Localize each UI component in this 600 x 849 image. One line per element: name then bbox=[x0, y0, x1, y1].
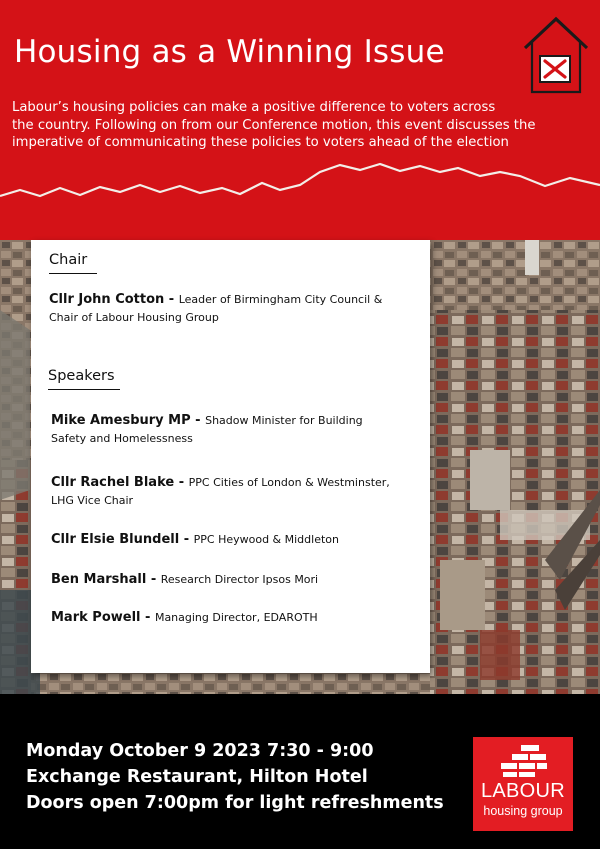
name-separator: - bbox=[140, 610, 155, 625]
logo-subtitle: housing group bbox=[483, 804, 563, 818]
speaker-name: Cllr Rachel Blake bbox=[51, 475, 175, 490]
name-separator: - bbox=[179, 532, 194, 547]
header-banner bbox=[0, 0, 600, 240]
name-separator: - bbox=[174, 475, 189, 490]
chair-heading: Chair bbox=[49, 252, 88, 268]
speaker-name: Mike Amesbury MP bbox=[51, 413, 191, 428]
name-separator: - bbox=[146, 572, 161, 587]
intro-line: the country. Following on from our Conference motion, this event discusses the bbox=[12, 117, 536, 133]
speaker-role-line: PPC Cities of London & Westminster, bbox=[188, 476, 390, 489]
speaker-role-line: Managing Director, EDAROTH bbox=[154, 611, 318, 624]
house-with-ballot-cross-icon bbox=[522, 14, 590, 94]
event-venue: Exchange Restaurant, Hilton Hotel bbox=[26, 767, 368, 787]
name-separator: - bbox=[190, 413, 206, 428]
speaker-role-line: Research Director Ipsos Mori bbox=[160, 573, 319, 586]
event-date-time: Monday October 9 2023 7:30 - 9:00 bbox=[26, 741, 374, 761]
speaker-entry bbox=[51, 474, 401, 510]
chair-entry bbox=[49, 291, 399, 327]
event-intro bbox=[12, 99, 572, 152]
speaker-entry bbox=[51, 609, 401, 627]
logo-wordmark: LABOUR bbox=[480, 780, 566, 802]
speaker-role-line: PPC Heywood & Middleton bbox=[193, 533, 339, 546]
speaker-entry bbox=[51, 571, 401, 589]
event-title: Housing as a Winning Issue bbox=[14, 34, 445, 70]
speaker-role-line: Safety and Homelessness bbox=[51, 432, 193, 445]
speakers-heading-underline bbox=[48, 389, 120, 390]
chair-heading-underline bbox=[49, 273, 97, 274]
chair-name: Cllr John Cotton bbox=[49, 292, 165, 307]
speaker-role-line: Shadow Minister for Building bbox=[205, 414, 363, 427]
speakers-panel bbox=[31, 240, 430, 673]
labour-housing-group-logo bbox=[473, 737, 573, 831]
chair-role-line: Leader of Birmingham City Council & bbox=[178, 293, 383, 306]
speaker-name: Ben Marshall bbox=[51, 572, 147, 587]
chair-role-line: Chair of Labour Housing Group bbox=[49, 311, 219, 324]
speaker-name: Cllr Elsie Blundell bbox=[51, 532, 180, 547]
brick-wall-icon bbox=[501, 745, 547, 777]
speakers-heading: Speakers bbox=[48, 368, 115, 384]
speaker-entry bbox=[51, 531, 401, 549]
event-details-footer bbox=[0, 694, 600, 849]
event-doors-info: Doors open 7:00pm for light refreshments bbox=[26, 793, 444, 813]
speaker-role-line: LHG Vice Chair bbox=[51, 494, 134, 507]
speaker-entry bbox=[51, 412, 401, 448]
name-separator: - bbox=[164, 292, 179, 307]
intro-line: Labour’s housing policies can make a positive difference to voters across bbox=[12, 100, 496, 115]
intro-line: imperative of communicating these policies to voters ahead of the election bbox=[12, 135, 509, 150]
speaker-name: Mark Powell bbox=[51, 610, 141, 625]
